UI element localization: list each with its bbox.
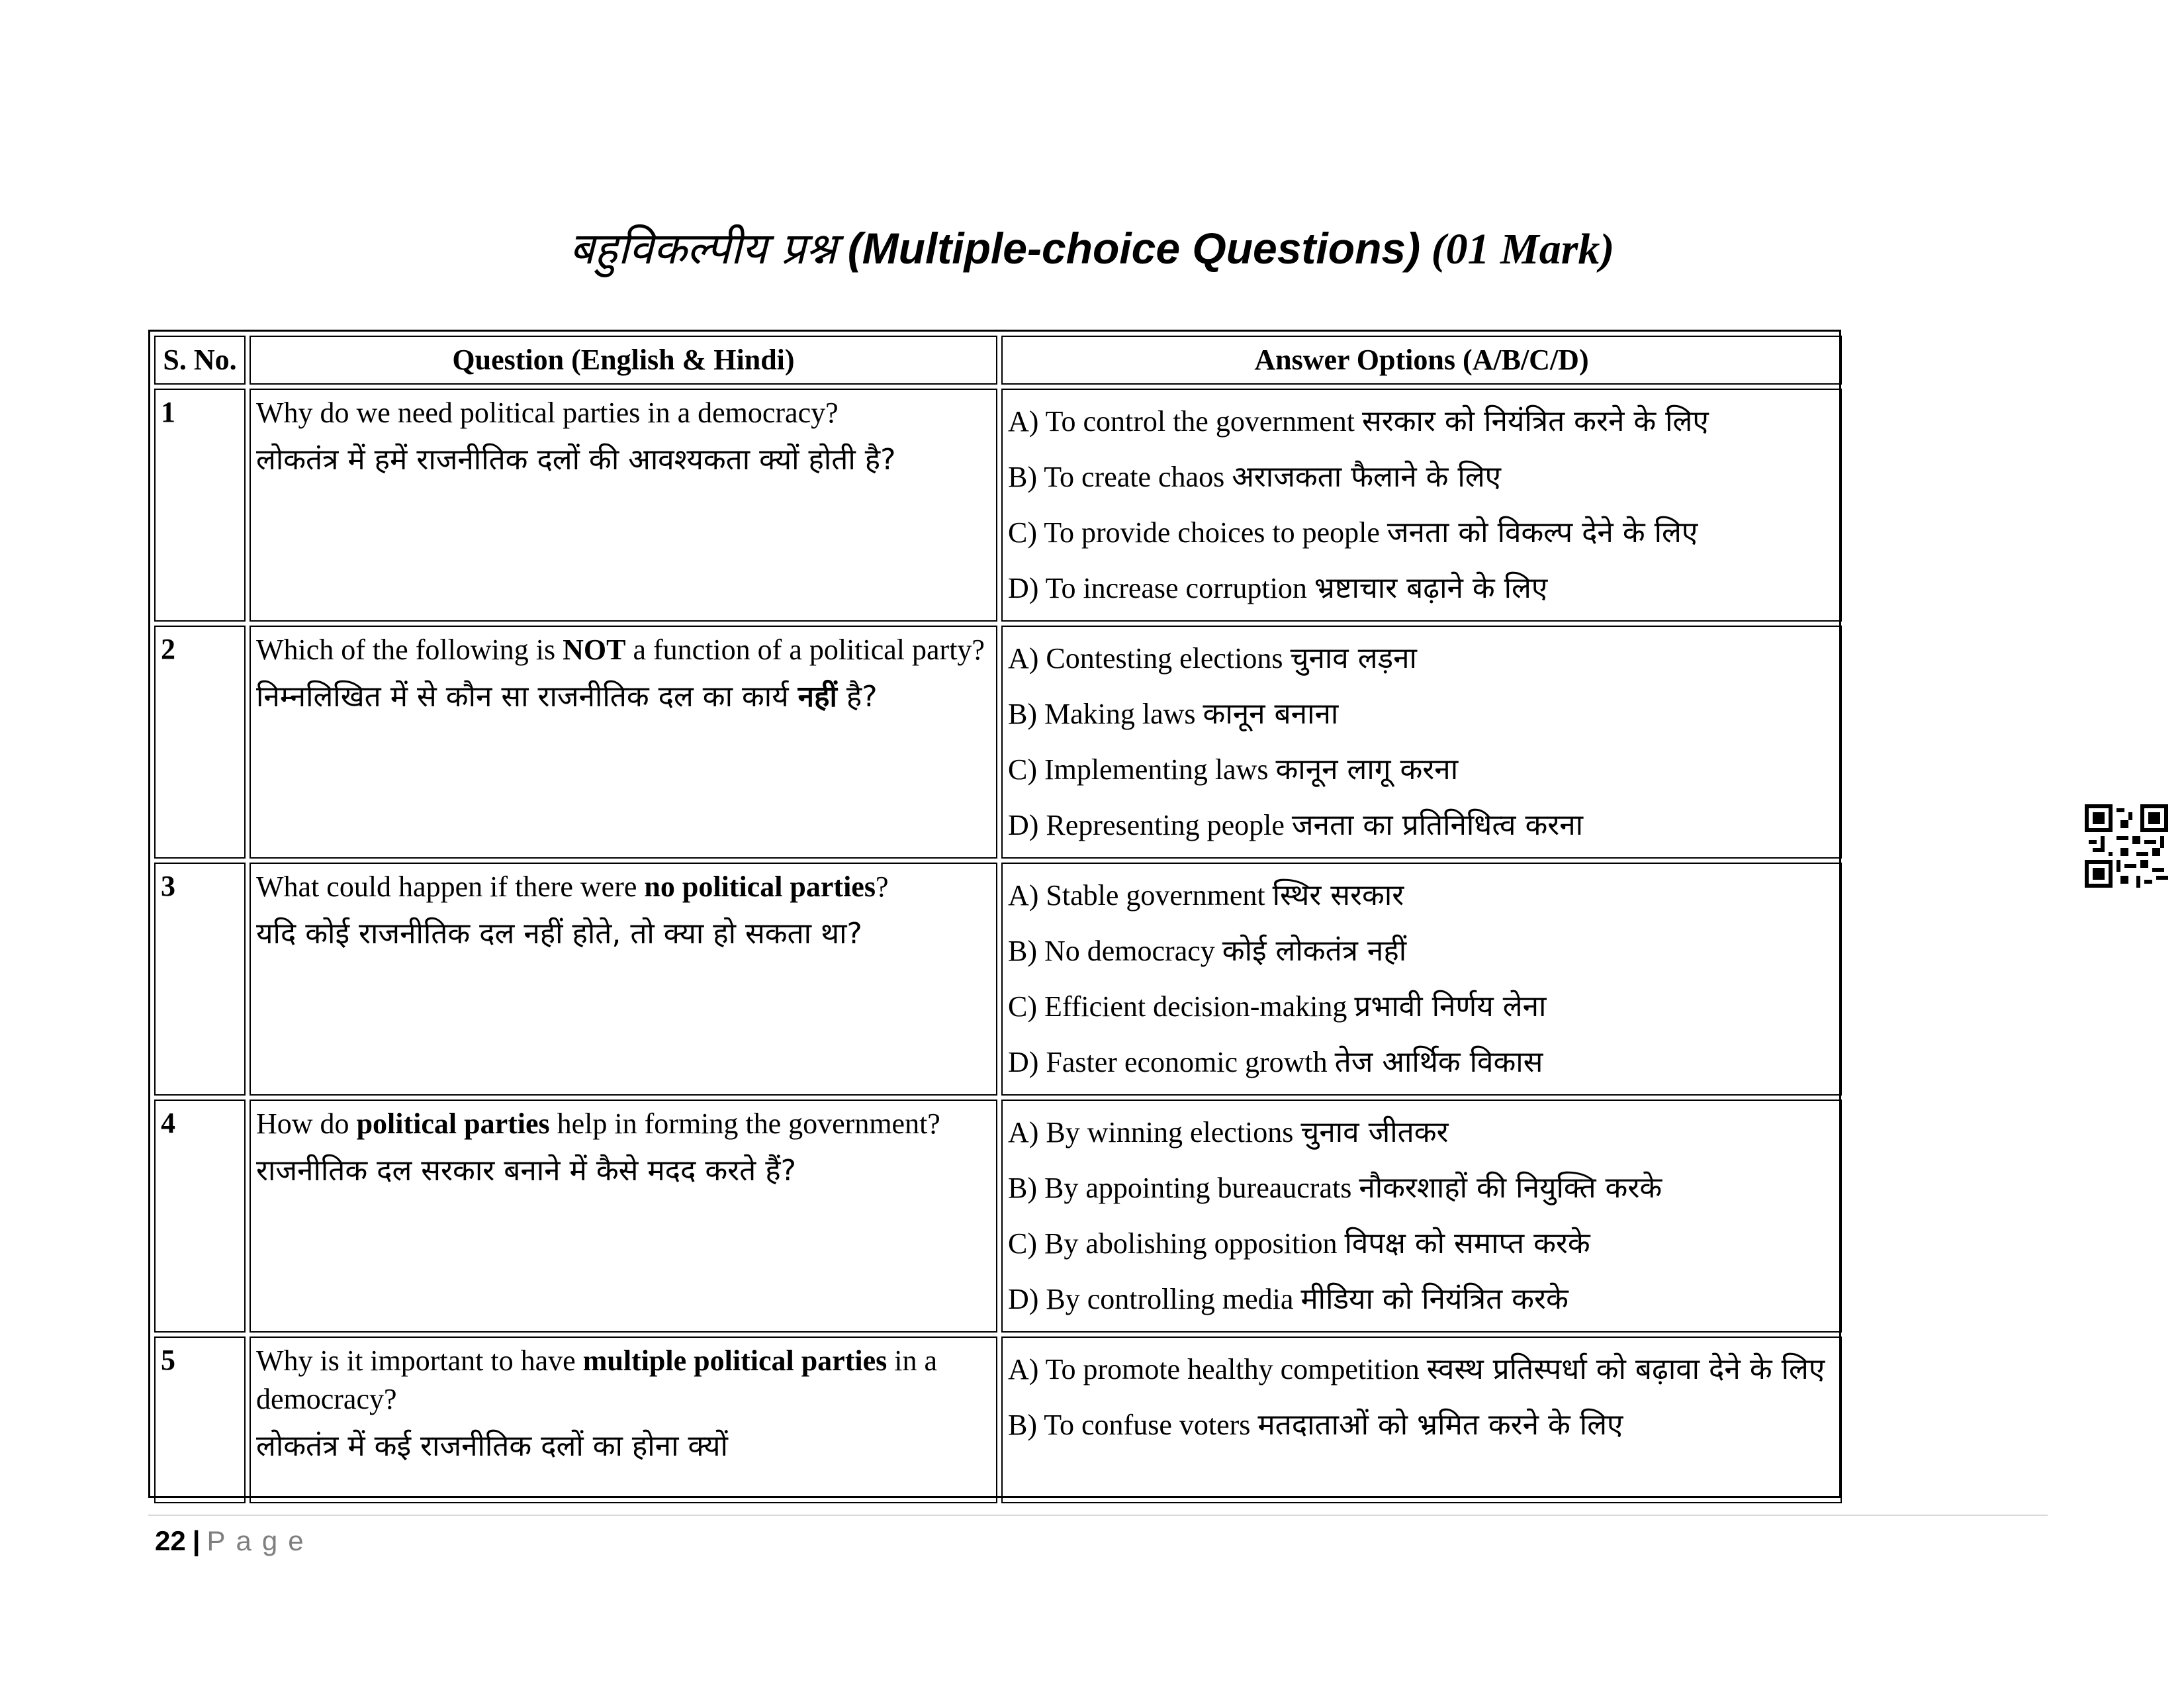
- option-english: B) To confuse voters: [1008, 1409, 1251, 1441]
- answer-option: [1008, 505, 1835, 561]
- question-english: [256, 1105, 991, 1143]
- options-cell: [1001, 389, 1842, 622]
- option-hindi: विपक्ष को समाप्त करके: [1344, 1227, 1590, 1260]
- question-cell: [250, 863, 997, 1096]
- option-english: B) To create chaos: [1008, 461, 1225, 493]
- option-english: C) Implementing laws: [1008, 753, 1269, 786]
- question-english-segment: in a democracy?: [256, 1344, 937, 1415]
- question-english-segment: Why do we need political parties in a democracy?: [256, 397, 839, 429]
- question-english-segment: NOT: [563, 633, 626, 666]
- option-english: D) Representing people: [1008, 809, 1285, 841]
- question-english-segment: Which of the following is: [256, 633, 563, 666]
- question-english-segment: multiple political parties: [582, 1344, 887, 1377]
- option-english: C) By abolishing opposition: [1008, 1227, 1338, 1260]
- serial-number: 4: [154, 1100, 246, 1333]
- question-cell: [250, 1100, 997, 1333]
- option-english: A) To promote healthy competition: [1008, 1353, 1420, 1385]
- option-hindi: चुनाव जीतकर: [1300, 1115, 1449, 1149]
- answer-option: [1008, 1216, 1835, 1272]
- qr-code-icon: [2085, 804, 2168, 888]
- question-hindi-segment: निम्नलिखित में से कौन सा राजनीतिक दल का कार्य: [256, 680, 798, 714]
- option-hindi: स्थिर सरकार: [1272, 878, 1404, 912]
- table-row: [154, 1336, 1842, 1503]
- answer-option: [1008, 449, 1835, 505]
- option-english: B) Making laws: [1008, 698, 1196, 730]
- option-english: D) To increase corruption: [1008, 572, 1307, 604]
- options-cell: [1001, 626, 1842, 859]
- option-english: A) To control the government: [1008, 405, 1355, 438]
- serial-number: 5: [154, 1336, 246, 1503]
- serial-number: 2: [154, 626, 246, 859]
- footer-separator: |: [192, 1525, 201, 1556]
- footer-divider: [148, 1515, 2048, 1516]
- table-row: [154, 626, 1842, 859]
- question-hindi: [256, 1419, 991, 1474]
- answer-option: [1008, 798, 1835, 853]
- option-hindi: जनता को विकल्प देने के लिए: [1387, 516, 1698, 549]
- option-english: D) Faster economic growth: [1008, 1046, 1328, 1078]
- option-english: B) No democracy: [1008, 935, 1215, 967]
- question-hindi-segment: यदि कोई राजनीतिक दल नहीं होते, तो क्या हो सकता था?: [256, 917, 862, 951]
- question-english: [256, 631, 991, 669]
- question-hindi-segment: राजनीतिक दल सरकार बनाने में कैसे मदद करते हैं?: [256, 1154, 796, 1188]
- title-english: (Multiple-choice Questions): [847, 224, 1421, 273]
- option-hindi: कानून बनाना: [1203, 697, 1339, 731]
- question-english-segment: ?: [875, 870, 889, 903]
- option-hindi: अराजकता फैलाने के लिए: [1232, 460, 1501, 494]
- question-english-segment: a function of a political party?: [625, 633, 985, 666]
- option-english: D) By controlling media: [1008, 1283, 1294, 1315]
- question-hindi: [256, 432, 991, 488]
- options-cell: [1001, 1336, 1842, 1503]
- option-english: C) To provide choices to people: [1008, 516, 1380, 549]
- table-row: [154, 389, 1842, 622]
- option-hindi: कोई लोकतंत्र नहीं: [1222, 934, 1407, 968]
- question-english-segment: How do: [256, 1107, 357, 1140]
- answer-option: [1008, 394, 1835, 449]
- question-hindi: [256, 906, 991, 962]
- question-english-segment: no political parties: [644, 870, 876, 903]
- answer-option: [1008, 686, 1835, 742]
- header-question: Question (English & Hindi): [250, 336, 997, 385]
- answer-option: [1008, 1105, 1835, 1160]
- question-english-segment: Why is it important to have: [256, 1344, 583, 1377]
- mcq-table: [148, 330, 1841, 1498]
- question-english: [256, 1342, 991, 1419]
- serial-number: 3: [154, 863, 246, 1096]
- option-hindi: मीडिया को नियंत्रित करके: [1300, 1282, 1569, 1316]
- title-hindi: बहुविकल्पीय प्रश्न: [569, 223, 837, 274]
- answer-option: [1008, 631, 1835, 686]
- option-hindi: कानून लागू करना: [1275, 753, 1459, 786]
- answer-option: [1008, 1035, 1835, 1090]
- answer-option: [1008, 1397, 1835, 1453]
- options-cell: [1001, 1100, 1842, 1333]
- question-hindi-segment: है?: [837, 680, 878, 714]
- question-cell: [250, 389, 997, 622]
- option-hindi: प्रभावी निर्णय लेना: [1354, 990, 1547, 1023]
- question-hindi: [256, 669, 991, 725]
- option-hindi: सरकार को नियंत्रित करने के लिए: [1361, 404, 1709, 438]
- question-english-segment: help in forming the government?: [549, 1107, 940, 1140]
- options-cell: [1001, 863, 1842, 1096]
- page-label: Page: [206, 1525, 314, 1556]
- answer-option: [1008, 742, 1835, 798]
- question-hindi-segment: लोकतंत्र में कई राजनीतिक दलों का होना क्यों: [256, 1429, 728, 1463]
- option-english: B) By appointing bureaucrats: [1008, 1172, 1352, 1204]
- page-title: [0, 218, 2184, 279]
- option-hindi: भ्रष्टाचार बढ़ाने के लिए: [1314, 571, 1548, 605]
- question-english: [256, 394, 991, 432]
- answer-option: [1008, 868, 1835, 923]
- option-hindi: मतदाताओं को भ्रमित करने के लिए: [1257, 1408, 1623, 1442]
- option-hindi: जनता का प्रतिनिधित्व करना: [1291, 808, 1584, 842]
- table-row: [154, 863, 1842, 1096]
- table-header-row: [154, 336, 1842, 385]
- page-footer: [155, 1521, 314, 1561]
- page-number: 22: [155, 1525, 186, 1556]
- question-cell: [250, 1336, 997, 1503]
- header-sno: S. No.: [154, 336, 246, 385]
- answer-option: [1008, 923, 1835, 979]
- question-english: [256, 868, 991, 906]
- question-hindi-segment: नहीं: [797, 680, 837, 714]
- option-english: A) Contesting elections: [1008, 642, 1283, 675]
- answer-option: [1008, 979, 1835, 1035]
- answer-option: [1008, 1160, 1835, 1216]
- option-english: A) By winning elections: [1008, 1116, 1294, 1149]
- option-hindi: तेज आर्थिक विकास: [1334, 1045, 1543, 1079]
- question-cell: [250, 626, 997, 859]
- question-english-segment: political parties: [356, 1107, 550, 1140]
- question-english-segment: What could happen if there were: [256, 870, 645, 903]
- header-options: Answer Options (A/B/C/D): [1001, 336, 1842, 385]
- title-marks: (01 Mark): [1431, 225, 1615, 273]
- option-hindi: स्वस्थ प्रतिस्पर्धा को बढ़ावा देने के लिए: [1426, 1352, 1825, 1386]
- serial-number: 1: [154, 389, 246, 622]
- answer-option: [1008, 1342, 1835, 1397]
- option-hindi: नौकरशाहों की नियुक्ति करके: [1359, 1171, 1662, 1205]
- question-hindi-segment: लोकतंत्र में हमें राजनीतिक दलों की आवश्यकता क्यों होती है?: [256, 443, 896, 477]
- answer-option: [1008, 1272, 1835, 1327]
- option-english: C) Efficient decision-making: [1008, 990, 1347, 1023]
- option-english: A) Stable government: [1008, 879, 1265, 912]
- option-hindi: चुनाव लड़ना: [1290, 641, 1417, 675]
- table-row: [154, 1100, 1842, 1333]
- answer-option: [1008, 561, 1835, 616]
- question-hindi: [256, 1143, 991, 1199]
